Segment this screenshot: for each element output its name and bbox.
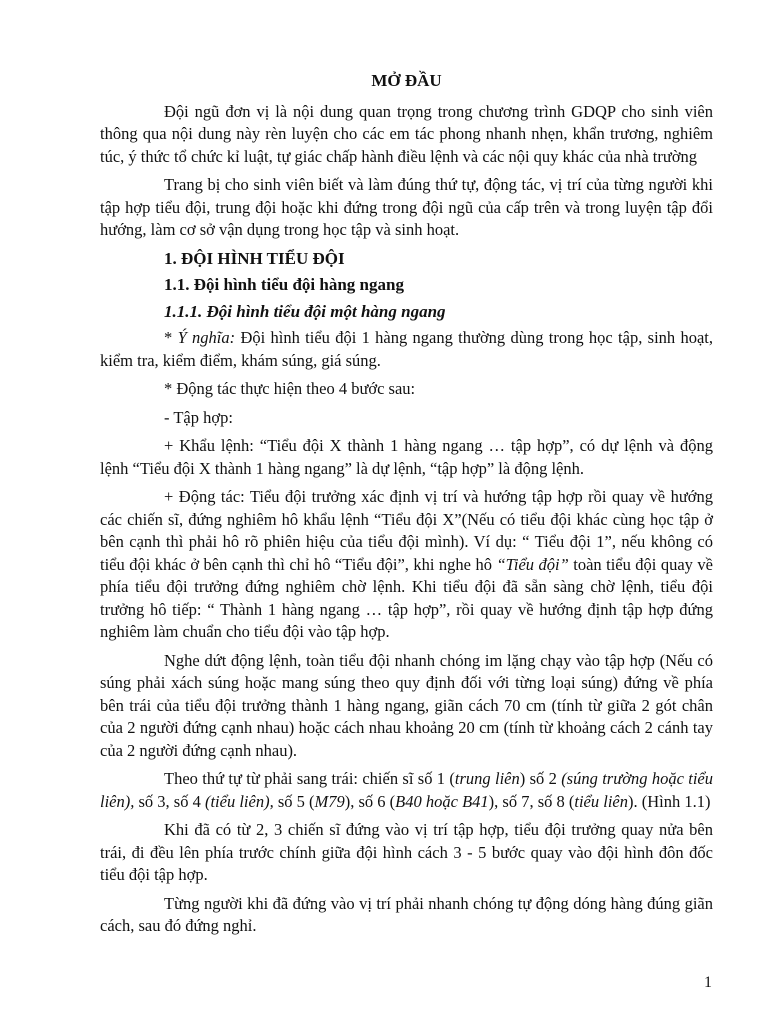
section-heading-1: 1. ĐỘI HÌNH TIỂU ĐỘI bbox=[164, 248, 345, 268]
paragraph-khau-lenh: + Khẩu lệnh: “Tiểu đội X thành 1 hàng ngang … tập hợp”, có dự lệnh và động lệnh “Tiểu đội X thành 1 hàng ngang” là dự lệnh, “tập hợp” là động lệnh. bbox=[100, 436, 713, 478]
document-body bbox=[100, 70, 713, 944]
theo-text-1: Theo thứ tự từ phải sang trái: chiến sĩ số 1 ( bbox=[164, 769, 455, 788]
theo-italic-6: tiểu liên bbox=[574, 791, 628, 811]
theo-text-5: ), số 6 ( bbox=[344, 791, 396, 811]
paragraph-nghe-dut: Nghe dứt động lệnh, toàn tiểu đội nhanh chóng im lặng chạy vào tập hợp (Nếu có súng phải xách súng hoặc mang súng theo quy định đối với từng loại súng) đứng về phía bên trái của tiểu đội trưởng thành 1 hàng ngang, giãn cách 70 cm (tính từ giữa 2 gót chân của 2 người đứng cạnh nhau) hoặc cách nhau khoảng 20 cm (tính từ khoảng cách 2 cánh tay của 2 người đứng cạnh nhau). bbox=[100, 650, 713, 760]
theo-text-2: ) số 2 bbox=[519, 769, 562, 788]
paragraph-khi-da: Khi đã có từ 2, 3 chiến sĩ đứng vào vị trí tập hợp, tiểu đội trưởng quay nửa bên trái, đi đều lên phía trước chính giữa đội hình cách 3 - 5 bước quay vào đội hình đôn đốc tiểu đội tập hợp. bbox=[100, 820, 713, 884]
bullet-star: * bbox=[164, 328, 178, 347]
paragraph-tap-hop: - Tập hợp: bbox=[164, 407, 233, 427]
theo-text-4: số 5 ( bbox=[273, 791, 315, 811]
paragraph-theo-thu-tu bbox=[100, 768, 713, 813]
y-nghia-text: Đội hình tiểu đội 1 hàng ngang thường dùng trong học tập, sinh hoạt, kiểm tra, kiểm điểm, khám súng, giá súng. bbox=[100, 328, 713, 370]
theo-italic-5: B40 hoặc B41 bbox=[395, 791, 489, 811]
theo-text-3: số 3, số 4 bbox=[134, 791, 205, 811]
y-nghia-label: Ý nghĩa: bbox=[177, 328, 236, 347]
paragraph-steps-intro: * Động tác thực hiện theo 4 bước sau: bbox=[164, 379, 416, 398]
theo-italic-1: trung liên bbox=[454, 769, 520, 788]
dong-tac-text-a: + Động tác: Tiểu đội trưởng xác định vị trí và hướng tập hợp rồi quay về hướng các chiến sĩ, đứng nghiêm hô khẩu lệnh “Tiểu đội X”(Nếu có tiểu đội khác cùng học tập ở bên cạnh thì phải hô rõ phiên hiệu của tiểu đội mình). Ví dụ: “ Tiểu đội 1”, nếu không có tiểu đội khác ở bên cạnh thì chỉ hô “Tiểu đội”, khi nghe hô bbox=[100, 487, 713, 574]
intro-paragraph-1: Đội ngũ đơn vị là nội dung quan trọng trong chương trình GDQP cho sinh viên thông qua nội dung này rèn luyện cho các em tác phong nhanh nhẹn, khẩn trương, nghiêm túc, ý thức tổ chức kỉ luật, tự giác chấp hành điều lệnh và các nội quy khác của nhà trường bbox=[100, 101, 713, 166]
dong-tac-text-b: toàn tiểu đội quay về phía tiểu đội trưởng đứng nghiêm chờ lệnh. Khi tiểu đội đã sẵn sàng chờ lệnh, tiểu đội trưởng hô tiếp: “ Thành 1 hàng ngang … tập hợp”, rồi quay về hướng định tập hợp đứng nghiêm làm chuẩn cho tiểu đội vào tập hợp. bbox=[100, 554, 713, 641]
theo-text-6: ), số 7, số 8 ( bbox=[488, 791, 575, 811]
theo-italic-2: (súng trường hoặc tiểu liên), bbox=[100, 769, 714, 811]
theo-text-7: ). (Hình 1.1) bbox=[627, 791, 711, 811]
page-title: MỞ ĐẦU bbox=[371, 71, 442, 90]
theo-italic-4: M79 bbox=[314, 791, 345, 811]
section-heading-1-1-1: 1.1.1. Đội hình tiểu đội một hàng ngang bbox=[164, 301, 446, 321]
intro-paragraph-2: Trang bị cho sinh viên biết và làm đúng thứ tự, động tác, vị trí của từng người khi tập hợp tiểu đội, trung đội hoặc khi đứng trong đội ngũ của cấp trên và trong luyện tập đổi hướng, làm cơ sở vận dụng trong học tập và sinh hoạt. bbox=[100, 175, 713, 239]
dong-tac-italic: “Tiểu đội” bbox=[496, 554, 569, 574]
paragraph-y-nghia bbox=[100, 327, 713, 372]
paragraph-tung-nguoi: Từng người khi đã đứng vào vị trí phải nhanh chóng tự động dóng hàng đúng giãn cách, sau đó đứng nghỉ. bbox=[100, 893, 713, 935]
paragraph-dong-tac bbox=[100, 486, 713, 644]
page-number: 1 bbox=[704, 974, 712, 991]
section-heading-1-1: 1.1. Đội hình tiểu đội hàng ngang bbox=[164, 275, 404, 294]
theo-italic-3: (tiểu liên), bbox=[204, 791, 274, 811]
